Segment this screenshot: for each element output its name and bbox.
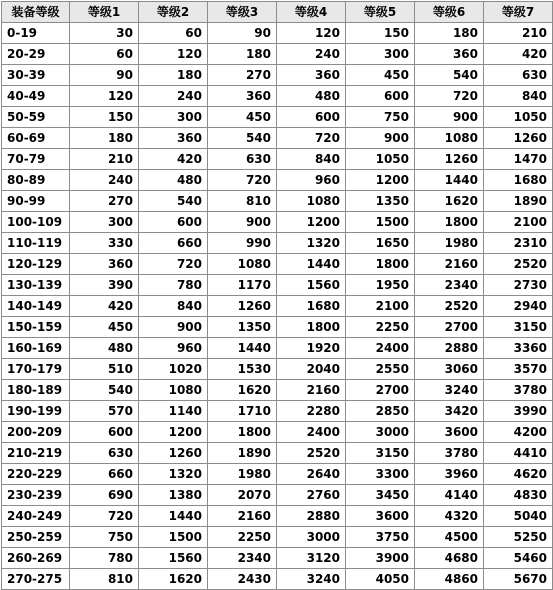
header-level-5: 等级5 — [346, 2, 415, 23]
cell-level-6: 3600 — [415, 422, 484, 443]
cell-level-1: 210 — [70, 149, 139, 170]
cell-level-4: 1200 — [277, 212, 346, 233]
cell-level-5: 2550 — [346, 359, 415, 380]
row-equipment-level: 270-275 — [2, 569, 70, 590]
cell-level-2: 780 — [139, 275, 208, 296]
table-row — [2, 86, 553, 107]
cell-level-3: 900 — [208, 212, 277, 233]
table-row — [2, 422, 553, 443]
cell-level-7: 4830 — [484, 485, 553, 506]
cell-level-7: 3570 — [484, 359, 553, 380]
cell-level-1: 480 — [70, 338, 139, 359]
cell-level-6: 3240 — [415, 380, 484, 401]
cell-level-6: 4860 — [415, 569, 484, 590]
cell-level-1: 90 — [70, 65, 139, 86]
cell-level-4: 3120 — [277, 548, 346, 569]
cell-level-6: 4320 — [415, 506, 484, 527]
cell-level-2: 1320 — [139, 464, 208, 485]
cell-level-5: 1350 — [346, 191, 415, 212]
cell-level-1: 720 — [70, 506, 139, 527]
cell-level-7: 2730 — [484, 275, 553, 296]
cell-level-2: 60 — [139, 23, 208, 44]
cell-level-5: 4050 — [346, 569, 415, 590]
cell-level-7: 4410 — [484, 443, 553, 464]
cell-level-6: 1440 — [415, 170, 484, 191]
cell-level-3: 2430 — [208, 569, 277, 590]
row-equipment-level: 260-269 — [2, 548, 70, 569]
cell-level-7: 5670 — [484, 569, 553, 590]
cell-level-2: 1380 — [139, 485, 208, 506]
cell-level-3: 1800 — [208, 422, 277, 443]
cell-level-1: 600 — [70, 422, 139, 443]
cell-level-7: 3990 — [484, 401, 553, 422]
cell-level-2: 360 — [139, 128, 208, 149]
cell-level-3: 1530 — [208, 359, 277, 380]
cell-level-2: 1140 — [139, 401, 208, 422]
cell-level-4: 1080 — [277, 191, 346, 212]
cell-level-2: 600 — [139, 212, 208, 233]
cell-level-1: 660 — [70, 464, 139, 485]
table-row — [2, 506, 553, 527]
cell-level-7: 3780 — [484, 380, 553, 401]
cell-level-4: 1680 — [277, 296, 346, 317]
cell-level-3: 1350 — [208, 317, 277, 338]
row-equipment-level: 180-189 — [2, 380, 70, 401]
header-level-3: 等级3 — [208, 2, 277, 23]
cell-level-6: 360 — [415, 44, 484, 65]
cell-level-1: 60 — [70, 44, 139, 65]
table-row — [2, 401, 553, 422]
row-equipment-level: 150-159 — [2, 317, 70, 338]
row-equipment-level: 50-59 — [2, 107, 70, 128]
cell-level-5: 1950 — [346, 275, 415, 296]
table-row — [2, 359, 553, 380]
cell-level-2: 1560 — [139, 548, 208, 569]
cell-level-1: 690 — [70, 485, 139, 506]
table-row — [2, 212, 553, 233]
row-equipment-level: 120-129 — [2, 254, 70, 275]
cell-level-4: 2520 — [277, 443, 346, 464]
cell-level-3: 990 — [208, 233, 277, 254]
cell-level-2: 300 — [139, 107, 208, 128]
cell-level-6: 3060 — [415, 359, 484, 380]
cell-level-7: 630 — [484, 65, 553, 86]
cell-level-3: 1890 — [208, 443, 277, 464]
table-row — [2, 23, 553, 44]
cell-level-2: 1200 — [139, 422, 208, 443]
row-equipment-level: 140-149 — [2, 296, 70, 317]
cell-level-2: 120 — [139, 44, 208, 65]
cell-level-1: 120 — [70, 86, 139, 107]
header-level-2: 等级2 — [139, 2, 208, 23]
table-row — [2, 170, 553, 191]
cell-level-6: 720 — [415, 86, 484, 107]
cell-level-2: 180 — [139, 65, 208, 86]
cell-level-6: 4680 — [415, 548, 484, 569]
cell-level-6: 1620 — [415, 191, 484, 212]
row-equipment-level: 190-199 — [2, 401, 70, 422]
row-equipment-level: 170-179 — [2, 359, 70, 380]
row-equipment-level: 60-69 — [2, 128, 70, 149]
header-level-4: 等级4 — [277, 2, 346, 23]
cell-level-2: 540 — [139, 191, 208, 212]
equipment-level-table — [1, 1, 553, 590]
cell-level-3: 2160 — [208, 506, 277, 527]
cell-level-7: 5460 — [484, 548, 553, 569]
cell-level-5: 2850 — [346, 401, 415, 422]
cell-level-6: 900 — [415, 107, 484, 128]
cell-level-6: 2880 — [415, 338, 484, 359]
cell-level-5: 300 — [346, 44, 415, 65]
cell-level-5: 1800 — [346, 254, 415, 275]
table-header — [2, 2, 553, 23]
table-row — [2, 275, 553, 296]
table-row — [2, 317, 553, 338]
cell-level-6: 1080 — [415, 128, 484, 149]
cell-level-7: 2310 — [484, 233, 553, 254]
cell-level-2: 1500 — [139, 527, 208, 548]
cell-level-5: 3150 — [346, 443, 415, 464]
cell-level-5: 1650 — [346, 233, 415, 254]
cell-level-7: 840 — [484, 86, 553, 107]
cell-level-2: 420 — [139, 149, 208, 170]
cell-level-1: 630 — [70, 443, 139, 464]
cell-level-4: 120 — [277, 23, 346, 44]
row-equipment-level: 230-239 — [2, 485, 70, 506]
row-equipment-level: 240-249 — [2, 506, 70, 527]
cell-level-7: 1470 — [484, 149, 553, 170]
cell-level-7: 1680 — [484, 170, 553, 191]
cell-level-3: 1260 — [208, 296, 277, 317]
cell-level-2: 660 — [139, 233, 208, 254]
table-row — [2, 464, 553, 485]
table-row — [2, 443, 553, 464]
cell-level-2: 1440 — [139, 506, 208, 527]
cell-level-3: 1980 — [208, 464, 277, 485]
cell-level-4: 2880 — [277, 506, 346, 527]
row-equipment-level: 70-79 — [2, 149, 70, 170]
table-row — [2, 44, 553, 65]
cell-level-7: 5250 — [484, 527, 553, 548]
cell-level-5: 2400 — [346, 338, 415, 359]
cell-level-5: 3000 — [346, 422, 415, 443]
cell-level-6: 1980 — [415, 233, 484, 254]
cell-level-7: 1890 — [484, 191, 553, 212]
cell-level-6: 2340 — [415, 275, 484, 296]
table-row — [2, 233, 553, 254]
row-equipment-level: 110-119 — [2, 233, 70, 254]
cell-level-2: 480 — [139, 170, 208, 191]
cell-level-3: 540 — [208, 128, 277, 149]
row-equipment-level: 200-209 — [2, 422, 70, 443]
table-row — [2, 338, 553, 359]
cell-level-5: 1200 — [346, 170, 415, 191]
cell-level-1: 540 — [70, 380, 139, 401]
table-row — [2, 548, 553, 569]
row-equipment-level: 20-29 — [2, 44, 70, 65]
cell-level-4: 1440 — [277, 254, 346, 275]
cell-level-5: 900 — [346, 128, 415, 149]
cell-level-6: 540 — [415, 65, 484, 86]
cell-level-3: 90 — [208, 23, 277, 44]
row-equipment-level: 40-49 — [2, 86, 70, 107]
table-row — [2, 107, 553, 128]
cell-level-4: 2160 — [277, 380, 346, 401]
cell-level-1: 360 — [70, 254, 139, 275]
row-equipment-level: 210-219 — [2, 443, 70, 464]
cell-level-2: 720 — [139, 254, 208, 275]
cell-level-5: 450 — [346, 65, 415, 86]
row-equipment-level: 80-89 — [2, 170, 70, 191]
table-row — [2, 149, 553, 170]
cell-level-7: 2100 — [484, 212, 553, 233]
cell-level-7: 420 — [484, 44, 553, 65]
cell-level-3: 1440 — [208, 338, 277, 359]
cell-level-2: 960 — [139, 338, 208, 359]
cell-level-1: 420 — [70, 296, 139, 317]
row-equipment-level: 220-229 — [2, 464, 70, 485]
cell-level-7: 1260 — [484, 128, 553, 149]
cell-level-5: 3600 — [346, 506, 415, 527]
cell-level-1: 450 — [70, 317, 139, 338]
cell-level-1: 510 — [70, 359, 139, 380]
row-equipment-level: 30-39 — [2, 65, 70, 86]
table-row — [2, 128, 553, 149]
cell-level-2: 900 — [139, 317, 208, 338]
cell-level-6: 2520 — [415, 296, 484, 317]
cell-level-6: 3780 — [415, 443, 484, 464]
cell-level-2: 1620 — [139, 569, 208, 590]
cell-level-3: 1710 — [208, 401, 277, 422]
header-equipment-level: 装备等级 — [2, 2, 70, 23]
cell-level-6: 1260 — [415, 149, 484, 170]
cell-level-4: 960 — [277, 170, 346, 191]
header-row — [2, 2, 553, 23]
table-row — [2, 485, 553, 506]
cell-level-3: 1080 — [208, 254, 277, 275]
row-equipment-level: 130-139 — [2, 275, 70, 296]
cell-level-1: 300 — [70, 212, 139, 233]
cell-level-3: 630 — [208, 149, 277, 170]
cell-level-1: 810 — [70, 569, 139, 590]
cell-level-7: 4620 — [484, 464, 553, 485]
table-row — [2, 296, 553, 317]
cell-level-4: 360 — [277, 65, 346, 86]
cell-level-5: 2700 — [346, 380, 415, 401]
cell-level-4: 840 — [277, 149, 346, 170]
cell-level-3: 720 — [208, 170, 277, 191]
table-row — [2, 527, 553, 548]
cell-level-7: 4200 — [484, 422, 553, 443]
cell-level-5: 3900 — [346, 548, 415, 569]
cell-level-1: 780 — [70, 548, 139, 569]
table-body — [2, 23, 553, 590]
cell-level-4: 1920 — [277, 338, 346, 359]
cell-level-6: 180 — [415, 23, 484, 44]
cell-level-5: 3300 — [346, 464, 415, 485]
cell-level-6: 1800 — [415, 212, 484, 233]
cell-level-3: 360 — [208, 86, 277, 107]
cell-level-3: 450 — [208, 107, 277, 128]
cell-level-6: 2700 — [415, 317, 484, 338]
cell-level-4: 2760 — [277, 485, 346, 506]
cell-level-1: 180 — [70, 128, 139, 149]
table-row — [2, 254, 553, 275]
cell-level-7: 1050 — [484, 107, 553, 128]
cell-level-4: 240 — [277, 44, 346, 65]
cell-level-1: 330 — [70, 233, 139, 254]
cell-level-3: 2340 — [208, 548, 277, 569]
row-equipment-level: 160-169 — [2, 338, 70, 359]
cell-level-1: 390 — [70, 275, 139, 296]
cell-level-5: 150 — [346, 23, 415, 44]
cell-level-2: 240 — [139, 86, 208, 107]
row-equipment-level: 0-19 — [2, 23, 70, 44]
cell-level-7: 3360 — [484, 338, 553, 359]
cell-level-5: 3750 — [346, 527, 415, 548]
cell-level-5: 2100 — [346, 296, 415, 317]
cell-level-1: 240 — [70, 170, 139, 191]
cell-level-2: 1080 — [139, 380, 208, 401]
cell-level-7: 210 — [484, 23, 553, 44]
cell-level-1: 150 — [70, 107, 139, 128]
cell-level-2: 1020 — [139, 359, 208, 380]
cell-level-1: 30 — [70, 23, 139, 44]
cell-level-4: 720 — [277, 128, 346, 149]
cell-level-7: 2520 — [484, 254, 553, 275]
table-row — [2, 65, 553, 86]
row-equipment-level: 100-109 — [2, 212, 70, 233]
header-level-7: 等级7 — [484, 2, 553, 23]
table-row — [2, 569, 553, 590]
cell-level-4: 2280 — [277, 401, 346, 422]
cell-level-3: 1170 — [208, 275, 277, 296]
cell-level-3: 2070 — [208, 485, 277, 506]
cell-level-2: 1260 — [139, 443, 208, 464]
cell-level-4: 3240 — [277, 569, 346, 590]
cell-level-3: 270 — [208, 65, 277, 86]
cell-level-4: 2640 — [277, 464, 346, 485]
table-row — [2, 380, 553, 401]
cell-level-4: 1320 — [277, 233, 346, 254]
cell-level-3: 180 — [208, 44, 277, 65]
cell-level-3: 810 — [208, 191, 277, 212]
cell-level-6: 4140 — [415, 485, 484, 506]
cell-level-1: 750 — [70, 527, 139, 548]
cell-level-5: 2250 — [346, 317, 415, 338]
cell-level-6: 4500 — [415, 527, 484, 548]
cell-level-5: 3450 — [346, 485, 415, 506]
cell-level-4: 480 — [277, 86, 346, 107]
cell-level-4: 600 — [277, 107, 346, 128]
cell-level-5: 600 — [346, 86, 415, 107]
cell-level-7: 5040 — [484, 506, 553, 527]
cell-level-5: 1500 — [346, 212, 415, 233]
cell-level-7: 3150 — [484, 317, 553, 338]
cell-level-3: 2250 — [208, 527, 277, 548]
cell-level-3: 1620 — [208, 380, 277, 401]
row-equipment-level: 250-259 — [2, 527, 70, 548]
header-level-1: 等级1 — [70, 2, 139, 23]
equipment-level-sheet — [1, 1, 552, 586]
cell-level-6: 3420 — [415, 401, 484, 422]
table-row — [2, 191, 553, 212]
cell-level-5: 1050 — [346, 149, 415, 170]
cell-level-1: 570 — [70, 401, 139, 422]
cell-level-5: 750 — [346, 107, 415, 128]
cell-level-4: 1800 — [277, 317, 346, 338]
cell-level-6: 2160 — [415, 254, 484, 275]
cell-level-6: 3960 — [415, 464, 484, 485]
cell-level-4: 3000 — [277, 527, 346, 548]
cell-level-4: 2400 — [277, 422, 346, 443]
cell-level-4: 1560 — [277, 275, 346, 296]
cell-level-4: 2040 — [277, 359, 346, 380]
cell-level-1: 270 — [70, 191, 139, 212]
cell-level-7: 2940 — [484, 296, 553, 317]
cell-level-2: 840 — [139, 296, 208, 317]
header-level-6: 等级6 — [415, 2, 484, 23]
row-equipment-level: 90-99 — [2, 191, 70, 212]
